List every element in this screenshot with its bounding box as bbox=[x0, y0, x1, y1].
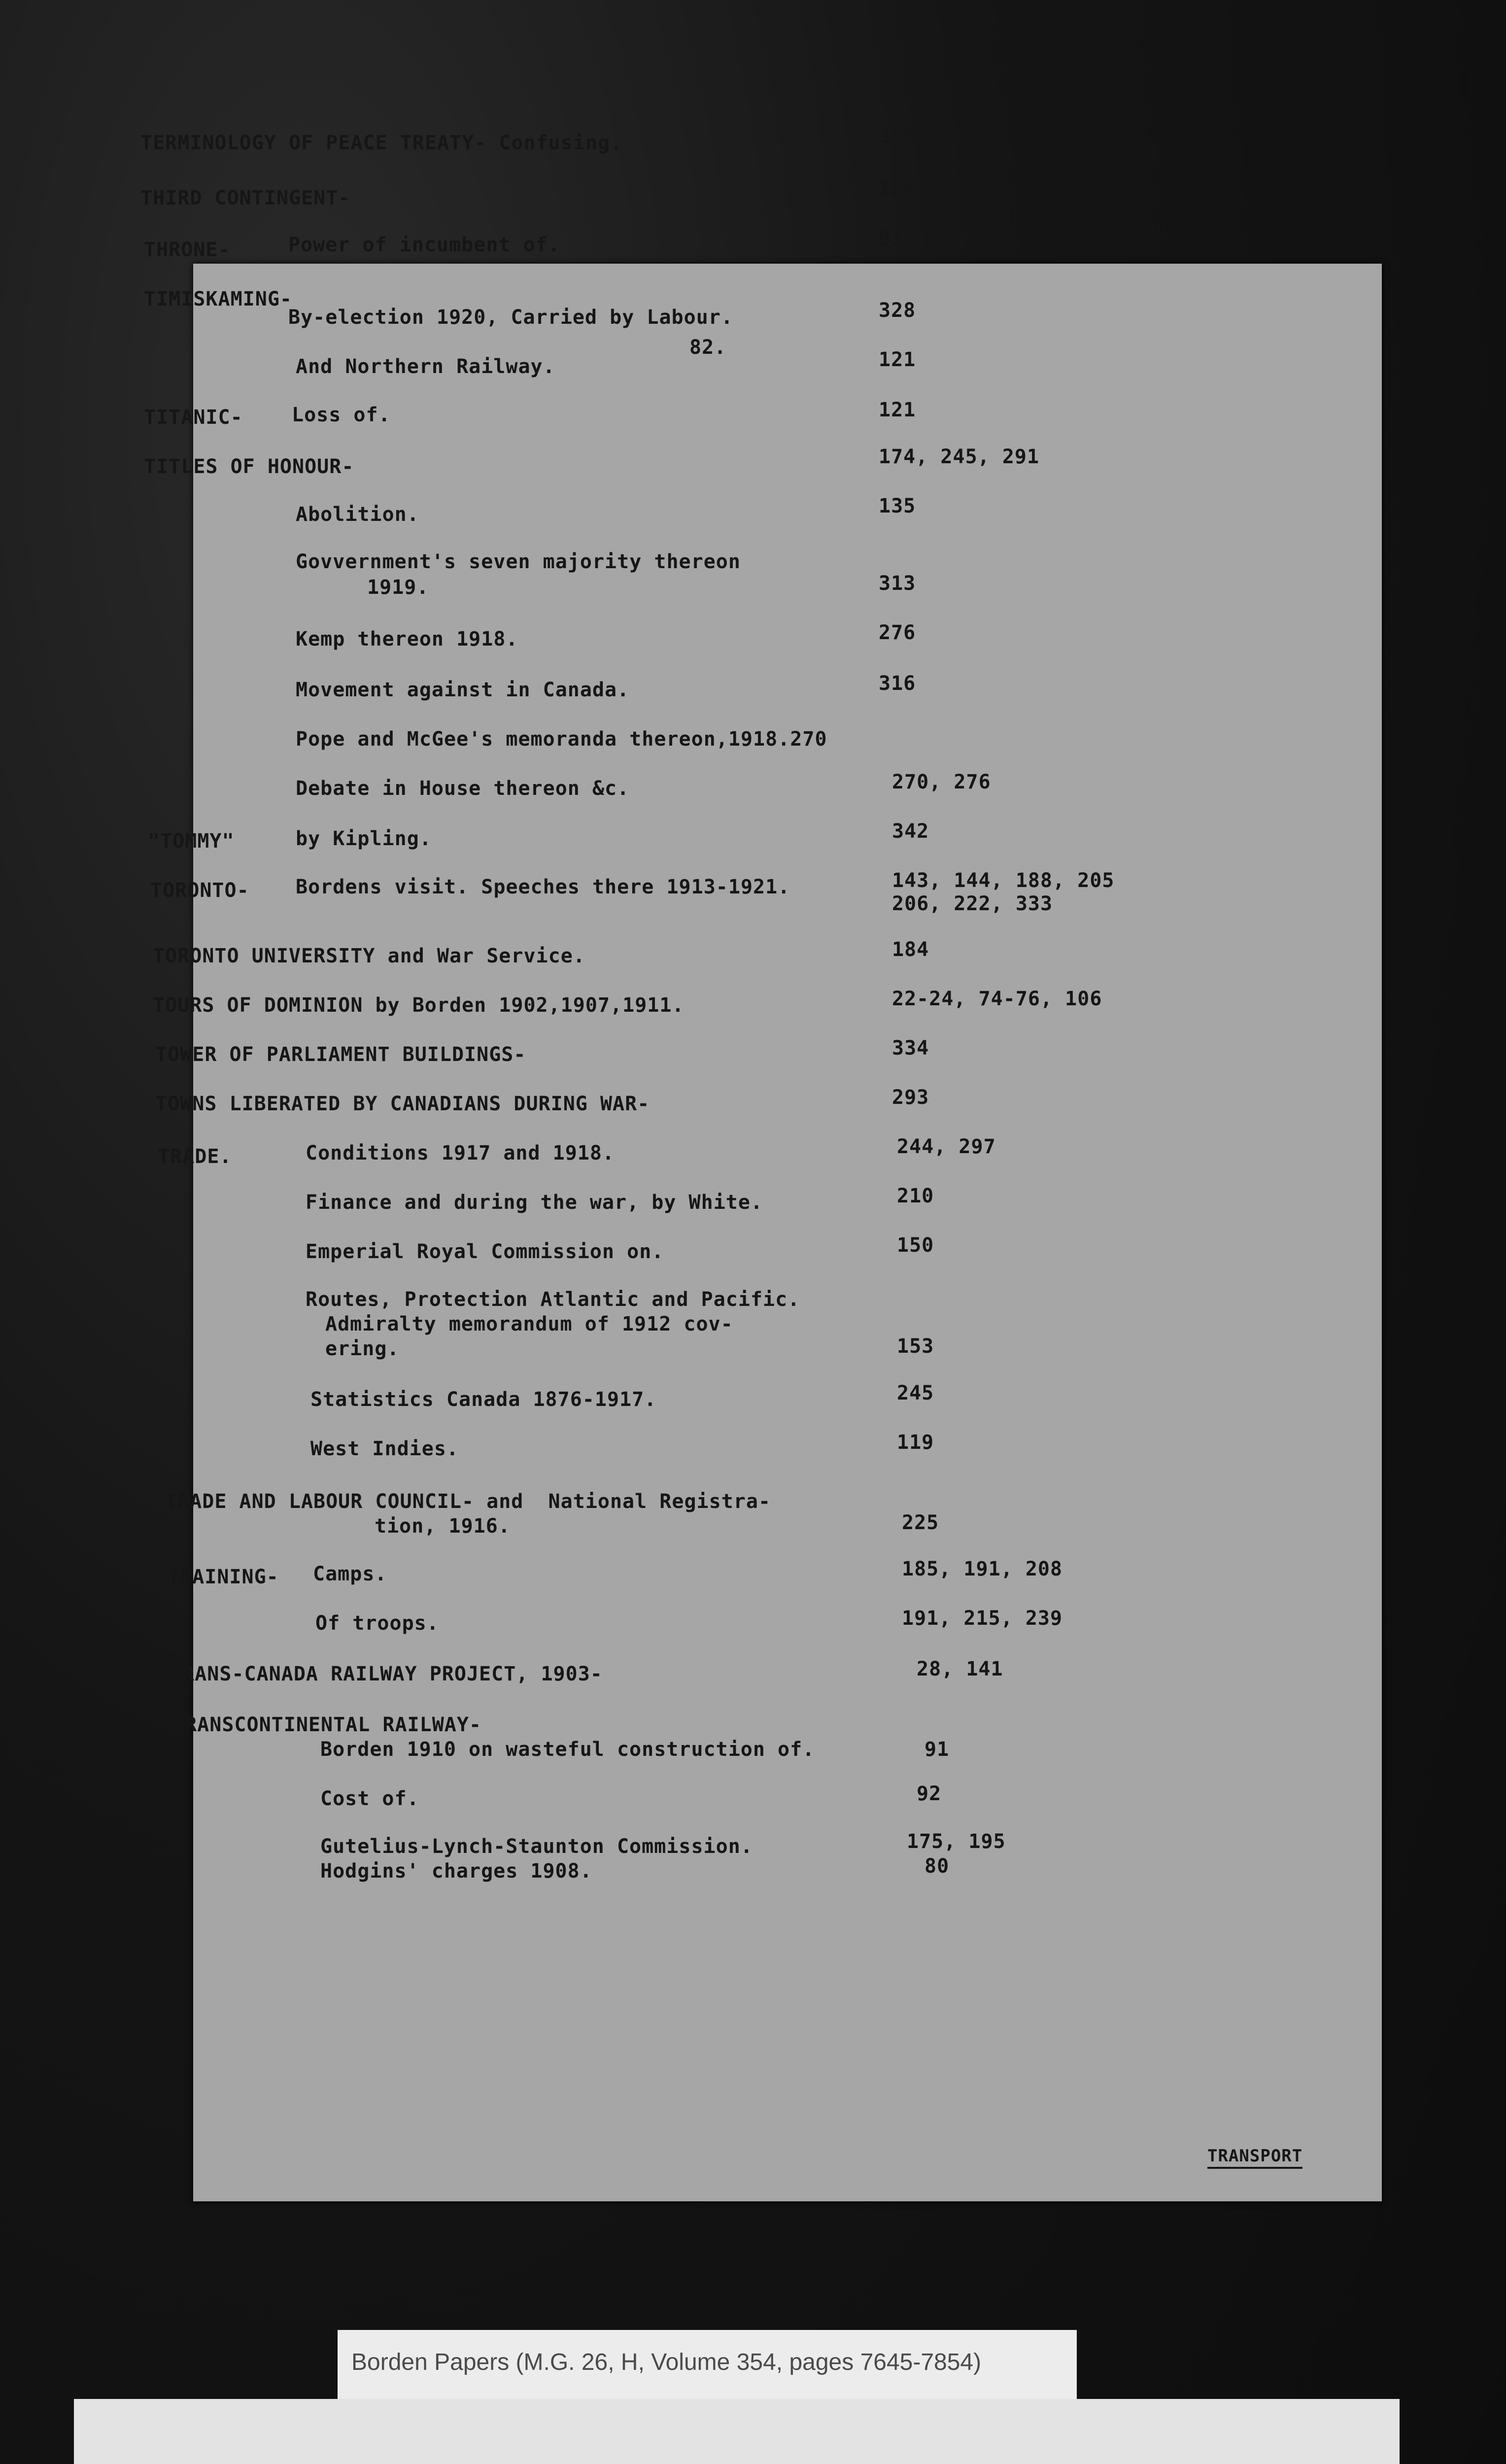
index-entry-text: Kemp thereon 1918. bbox=[296, 628, 518, 650]
index-entry-text: Govvernment's seven majority thereon bbox=[296, 550, 741, 573]
index-entry-text: By-election 1920, Carried by Labour. bbox=[288, 306, 733, 329]
index-entry-text: 307-310 bbox=[879, 125, 965, 148]
index-entry-text: 28, 141 bbox=[917, 1658, 1003, 1680]
index-entry-text: TOURS OF DOMINION by Borden 1902,1907,1911. bbox=[153, 994, 685, 1017]
index-page bbox=[140, 125, 1382, 2201]
index-entry-text: 91 bbox=[924, 1738, 950, 1761]
index-entry-text: Of troops. bbox=[315, 1612, 439, 1635]
index-entry-text: 184 bbox=[892, 938, 929, 961]
index-entry-text: Pope and McGee's memoranda thereon,1918.270 bbox=[296, 728, 827, 751]
index-entry-text: Camps. bbox=[313, 1563, 387, 1585]
catchword: TRANSPORT bbox=[1207, 2145, 1302, 2169]
index-entry-text: Movement against in Canada. bbox=[296, 679, 630, 701]
index-entry-text: 334 bbox=[892, 1037, 929, 1060]
index-entry-text: 150 bbox=[897, 1234, 934, 1257]
index-entry-text: 313 bbox=[879, 572, 916, 595]
index-entry-text: by Kipling. bbox=[296, 827, 432, 850]
index-entry-text: Gutelius-Lynch-Staunton Commission. bbox=[320, 1835, 753, 1858]
index-entry-text: TRADE. bbox=[158, 1145, 232, 1168]
index-entry-text: 225 bbox=[902, 1511, 939, 1534]
index-entry-text: Abolition. bbox=[296, 503, 419, 526]
index-entry-text: TRANS-CANADA RAILWAY PROJECT, 1903- bbox=[170, 1663, 603, 1685]
index-entry-text: TRADE AND LABOUR COUNCIL- and National Registra- bbox=[165, 1490, 771, 1513]
index-entry-text: 143, 144, 188, 205 bbox=[892, 869, 1115, 892]
index-entry-text: 206, 222, 333 bbox=[892, 892, 1053, 915]
index-entry-text: THIRD CONTINGENT- bbox=[140, 187, 351, 209]
index-entry-text: Debate in House thereon &c. bbox=[296, 777, 630, 800]
index-entry-text: Loss of. bbox=[292, 404, 391, 426]
index-entry-text: "TOMMY" bbox=[148, 830, 235, 853]
index-entry-text: TOWNS LIBERATED BY CANADIANS DURING WAR- bbox=[155, 1093, 650, 1115]
index-entry-text: Emperial Royal Commission on. bbox=[306, 1240, 664, 1263]
index-entry-text: TRAINING- bbox=[168, 1566, 279, 1588]
index-entry-text: Statistics Canada 1876-1917. bbox=[310, 1388, 657, 1411]
index-entry-text: TRANSCONTINENTAL RAILWAY- bbox=[172, 1713, 482, 1736]
index-entry-text: 121 bbox=[879, 399, 916, 421]
index-entry-text: 92 bbox=[917, 1782, 942, 1805]
index-entry-text: Cost of. bbox=[320, 1787, 419, 1810]
index-entry-text: West Indies. bbox=[310, 1437, 459, 1460]
reference-text: Borden Papers (M.G. 26, H, Volume 354, pages 7645-7854) bbox=[351, 2349, 982, 2375]
index-entry-text: 270, 276 bbox=[892, 771, 991, 793]
index-entry-text: Finance and during the war, by White. bbox=[306, 1191, 763, 1214]
index-entry-text: 342 bbox=[892, 820, 929, 843]
index-entry-text: 153 bbox=[897, 1335, 934, 1358]
index-entry-text: 245 bbox=[897, 1382, 934, 1404]
index-entry-text: TORONTO- bbox=[150, 879, 249, 902]
index-entry-text: TITLES OF HONOUR- bbox=[144, 455, 354, 478]
index-entry-text: TOWER OF PARLIAMENT BUILDINGS- bbox=[155, 1043, 526, 1066]
index-entry-text: TITANIC- bbox=[144, 406, 243, 429]
index-entry-text: Power of incumbent of. bbox=[288, 234, 560, 256]
page-number: 82. bbox=[689, 336, 727, 359]
index-entry-text: 210 bbox=[897, 1185, 934, 1207]
index-entry-text: TORONTO UNIVERSITY and War Service. bbox=[153, 945, 585, 967]
reference-strip bbox=[338, 2330, 1077, 2399]
index-entry-text: 328 bbox=[879, 299, 916, 322]
index-entry-text: 175, 195 bbox=[907, 1830, 1006, 1853]
index-entry-text: Admiralty memorandum of 1912 cov- bbox=[325, 1313, 733, 1335]
index-entry-text: 191, 215, 239 bbox=[902, 1607, 1063, 1630]
index-entry-text: And Northern Railway. bbox=[296, 355, 555, 378]
index-entry-text: THRONE- bbox=[144, 239, 231, 261]
index-entry-text: Bordens visit. Speeches there 1913-1921. bbox=[296, 876, 790, 898]
index-entry-text: TERMINOLOGY OF PEACE TREATY- Confusing. bbox=[140, 132, 623, 154]
index-entry-text: TIMISKAMING- bbox=[144, 288, 292, 310]
index-entry-text: Hodgins' charges 1908. bbox=[320, 1860, 592, 1882]
index-entry-text: Conditions 1917 and 1918. bbox=[306, 1142, 615, 1164]
index-entry-text: tion, 1916. bbox=[375, 1515, 511, 1538]
index-entry-text: 244, 297 bbox=[897, 1135, 996, 1158]
index-entry-text: 135 bbox=[879, 495, 916, 517]
index-entry-text: 293 bbox=[892, 1086, 929, 1109]
index-entry-text: 22-24, 74-76, 106 bbox=[892, 988, 1102, 1010]
index-entry-text: Routes, Protection Atlantic and Pacific. bbox=[306, 1288, 800, 1311]
index-entry-text: ering. bbox=[325, 1337, 400, 1360]
index-entry-text: 276 bbox=[879, 621, 916, 644]
index-entry-text: 316 bbox=[879, 672, 916, 695]
index-entry-text: 174, 245, 291 bbox=[879, 445, 1040, 468]
index-entry-text: Borden 1910 on wasteful construction of. bbox=[320, 1738, 815, 1761]
index-entry-text: 1919. bbox=[367, 576, 429, 599]
index-entry-text: 91 bbox=[879, 227, 904, 250]
index-entry-text: 119 bbox=[897, 1431, 934, 1454]
index-entry-text: 80 bbox=[924, 1855, 950, 1878]
index-entry-text: 121 bbox=[879, 348, 916, 371]
index-entry-text: 185, 191, 208 bbox=[902, 1558, 1063, 1580]
archive-card bbox=[74, 2399, 1400, 2464]
index-entry-text: 184 bbox=[879, 178, 916, 201]
